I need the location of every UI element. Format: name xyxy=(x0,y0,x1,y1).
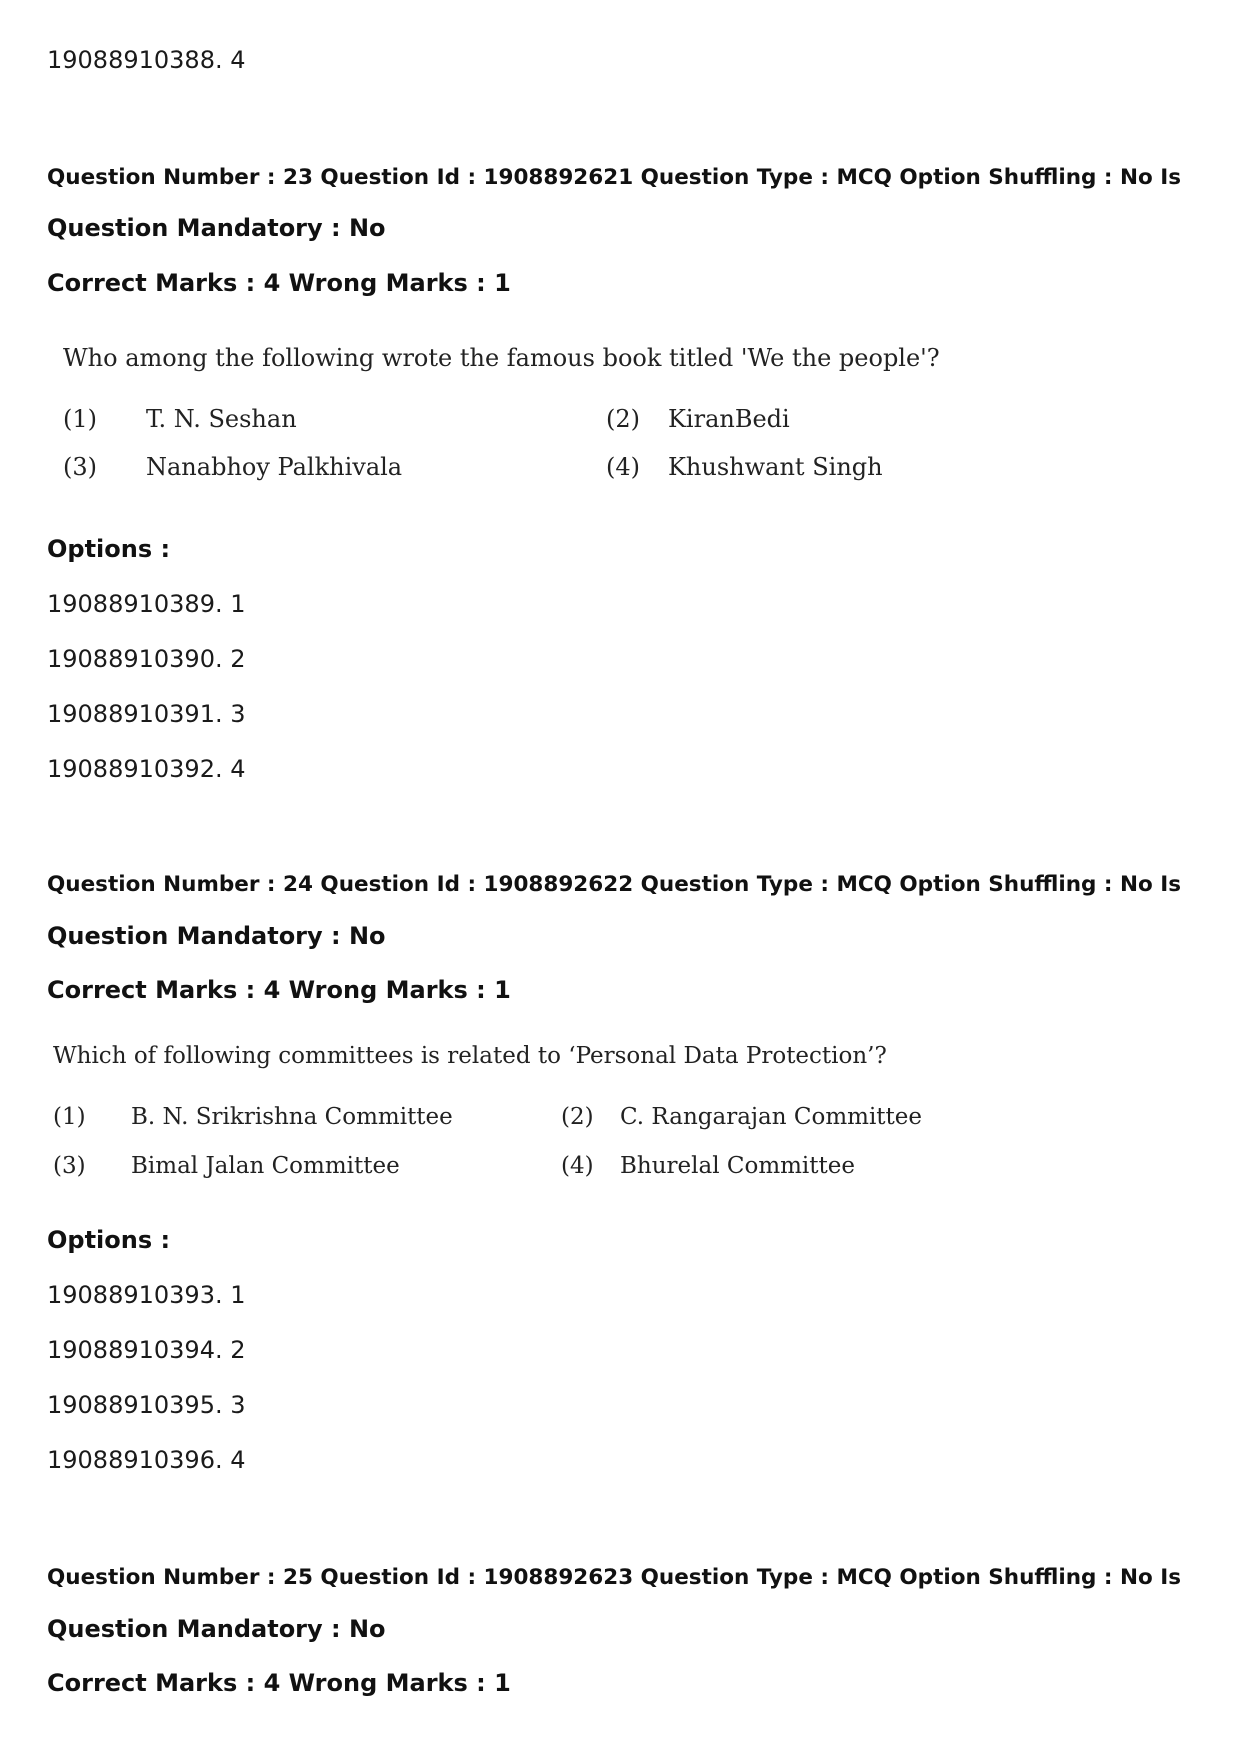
choice-text: C. Rangarajan Committee xyxy=(620,1104,923,1130)
question-header: Question Number : 23 Question Id : 1908892621 Question Type : MCQ Option Shuffling : No Is xyxy=(47,165,1182,190)
question-header: Question Number : 25 Question Id : 1908892623 Question Type : MCQ Option Shuffling : No Is xyxy=(47,1565,1182,1590)
option-line: 19088910395. 3 xyxy=(47,1391,246,1419)
question-mandatory: Question Mandatory : No xyxy=(47,1615,386,1643)
options-label: Options : xyxy=(47,1226,171,1254)
question-text: Who among the following wrote the famous book titled 'We the people'? xyxy=(63,344,940,372)
choice-number: (2) xyxy=(561,1104,594,1130)
choice-number: (1) xyxy=(53,1104,86,1130)
choice-number: (1) xyxy=(63,405,97,433)
option-line: 19088910388. 4 xyxy=(47,46,246,74)
choice-text: Bimal Jalan Committee xyxy=(131,1153,400,1179)
choice-number: (3) xyxy=(53,1153,86,1179)
choice-text: T. N. Seshan xyxy=(146,405,297,433)
choice-number: (2) xyxy=(606,405,640,433)
choice-number: (4) xyxy=(606,453,640,481)
option-line: 19088910391. 3 xyxy=(47,700,246,728)
choice-number: (4) xyxy=(561,1153,594,1179)
question-marks: Correct Marks : 4 Wrong Marks : 1 xyxy=(47,269,511,297)
option-line: 19088910394. 2 xyxy=(47,1336,246,1364)
choice-text: KiranBedi xyxy=(668,405,790,433)
choice-number: (3) xyxy=(63,453,97,481)
option-line: 19088910393. 1 xyxy=(47,1281,246,1309)
options-label: Options : xyxy=(47,535,171,563)
choice-text: Nanabhoy Palkhivala xyxy=(146,453,403,481)
question-marks: Correct Marks : 4 Wrong Marks : 1 xyxy=(47,976,511,1004)
question-mandatory: Question Mandatory : No xyxy=(47,922,386,950)
option-line: 19088910390. 2 xyxy=(47,645,246,673)
option-line: 19088910392. 4 xyxy=(47,755,246,783)
option-line: 19088910396. 4 xyxy=(47,1446,246,1474)
choice-text: Bhurelal Committee xyxy=(620,1153,855,1179)
question-text: Which of following committees is related to ‘Personal Data Protection’? xyxy=(53,1043,887,1069)
question-mandatory: Question Mandatory : No xyxy=(47,214,386,242)
option-line: 19088910389. 1 xyxy=(47,590,246,618)
choice-text: B. N. Srikrishna Committee xyxy=(131,1104,453,1130)
choice-text: Khushwant Singh xyxy=(668,453,883,481)
question-header: Question Number : 24 Question Id : 1908892622 Question Type : MCQ Option Shuffling : No Is xyxy=(47,872,1182,897)
question-marks: Correct Marks : 4 Wrong Marks : 1 xyxy=(47,1669,511,1697)
